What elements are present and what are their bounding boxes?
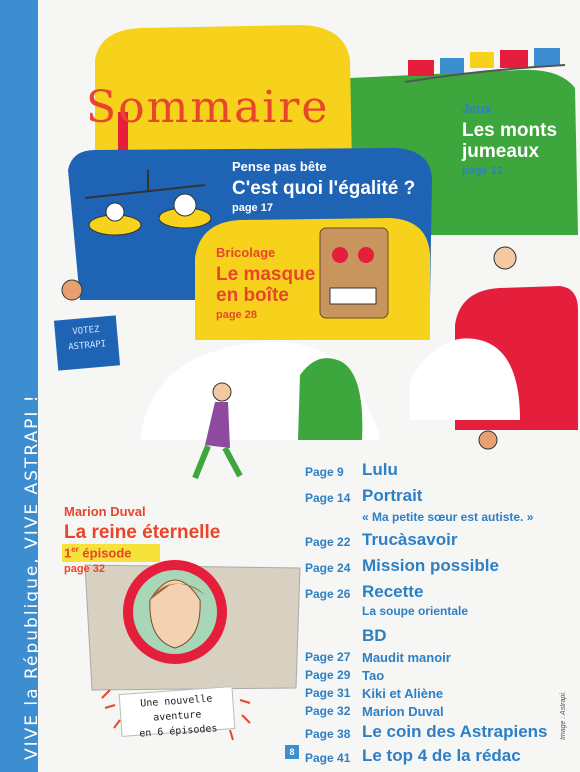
- toc-title: Lulu: [362, 460, 398, 479]
- train-car-4: [500, 50, 528, 68]
- mask-eye-right: [358, 247, 374, 263]
- feature-headline-2: en boîte: [216, 285, 289, 306]
- feature-jeux[interactable]: [462, 101, 557, 177]
- toc-page: Page 14: [305, 491, 351, 505]
- toc-page: Page 38: [305, 727, 351, 741]
- toc-title: Recette: [362, 582, 424, 601]
- feature-page: page 32: [64, 563, 105, 576]
- adventure-line2: en 6 épisodes: [138, 723, 218, 740]
- feature-marion[interactable]: [64, 504, 220, 575]
- feature-headline-1: Le masque: [216, 264, 316, 285]
- toc-page: Page 31: [305, 686, 351, 700]
- feature-bricolage[interactable]: [216, 245, 315, 321]
- feature-kicker: Jeux: [462, 101, 492, 116]
- feature-page: page 12: [462, 165, 503, 177]
- episode-label: 1er épisode: [64, 545, 132, 561]
- toc-page: Page 41: [305, 751, 351, 765]
- woman-legs: [195, 446, 240, 478]
- toc-title: BD: [362, 626, 387, 645]
- vote-sign: [54, 315, 120, 370]
- toc-title: Portrait: [362, 486, 423, 505]
- feature-headline: C'est quoi l'égalité ?: [232, 178, 416, 199]
- vote-sign-line1: VOTEZ: [72, 324, 100, 338]
- train-car-2: [440, 58, 464, 74]
- toc-title: Kiki et Aliène: [362, 686, 444, 701]
- green-small-shape: [298, 358, 362, 440]
- adventure-line1: Une nouvelle aventure: [139, 693, 213, 724]
- man-left-head: [62, 280, 82, 300]
- toc-subtitle: La soupe orientale: [362, 604, 469, 618]
- mask-eye-left: [332, 247, 348, 263]
- toc-subtitle: « Ma petite sœur est autiste. »: [362, 510, 534, 524]
- vote-sign-line2: ASTRAPI: [67, 339, 107, 353]
- toc-page: Page 24: [305, 561, 351, 575]
- feature-headline: La reine éternelle: [64, 522, 221, 543]
- train-car-5: [534, 48, 560, 66]
- toc-page: Page 9: [305, 465, 344, 479]
- toc-page: Page 26: [305, 587, 351, 601]
- feature-headline-1: Les monts: [462, 120, 558, 141]
- toc-page: Page 32: [305, 704, 351, 718]
- toc-title: Mission possible: [362, 556, 499, 575]
- man-right-head: [494, 247, 516, 269]
- feature-page: page 28: [216, 309, 257, 321]
- train-car-1: [408, 60, 434, 76]
- feature-pense[interactable]: [232, 159, 415, 214]
- sidebar-text: VIVE la République, VIVE ASTRAPI !: [22, 393, 42, 760]
- toc-title: Le top 4 de la rédac: [362, 746, 521, 765]
- page-title: Sommaire: [86, 82, 330, 133]
- toc-page: Page 27: [305, 650, 351, 664]
- feature-kicker: Bricolage: [216, 245, 276, 260]
- feature-page: page 17: [232, 202, 273, 214]
- adventure-card: [119, 686, 236, 740]
- toc-page: Page 22: [305, 535, 351, 549]
- toc-title: Le coin des Astrapiens: [362, 722, 548, 741]
- mask-mouth: [330, 288, 376, 304]
- train-car-3: [470, 52, 494, 68]
- woman-head: [213, 383, 231, 401]
- feature-headline-2: jumeaux: [462, 141, 540, 162]
- egg-right: [174, 194, 196, 216]
- page-number: 8: [285, 745, 299, 759]
- toc-title: Marion Duval: [362, 704, 444, 719]
- feature-kicker: Pense pas bête: [232, 159, 327, 174]
- toc-title: Maudit manoir: [362, 650, 451, 665]
- toc-title: Tao: [362, 668, 385, 683]
- boy-head: [479, 431, 497, 449]
- feature-kicker: Marion Duval: [64, 504, 146, 519]
- egg-left: [106, 203, 124, 221]
- image-credit: Image : Astrapi.: [560, 691, 567, 740]
- sidebar-band: [0, 0, 42, 772]
- toc-page: Page 29: [305, 668, 351, 682]
- toc-title: Trucàsavoir: [362, 530, 458, 549]
